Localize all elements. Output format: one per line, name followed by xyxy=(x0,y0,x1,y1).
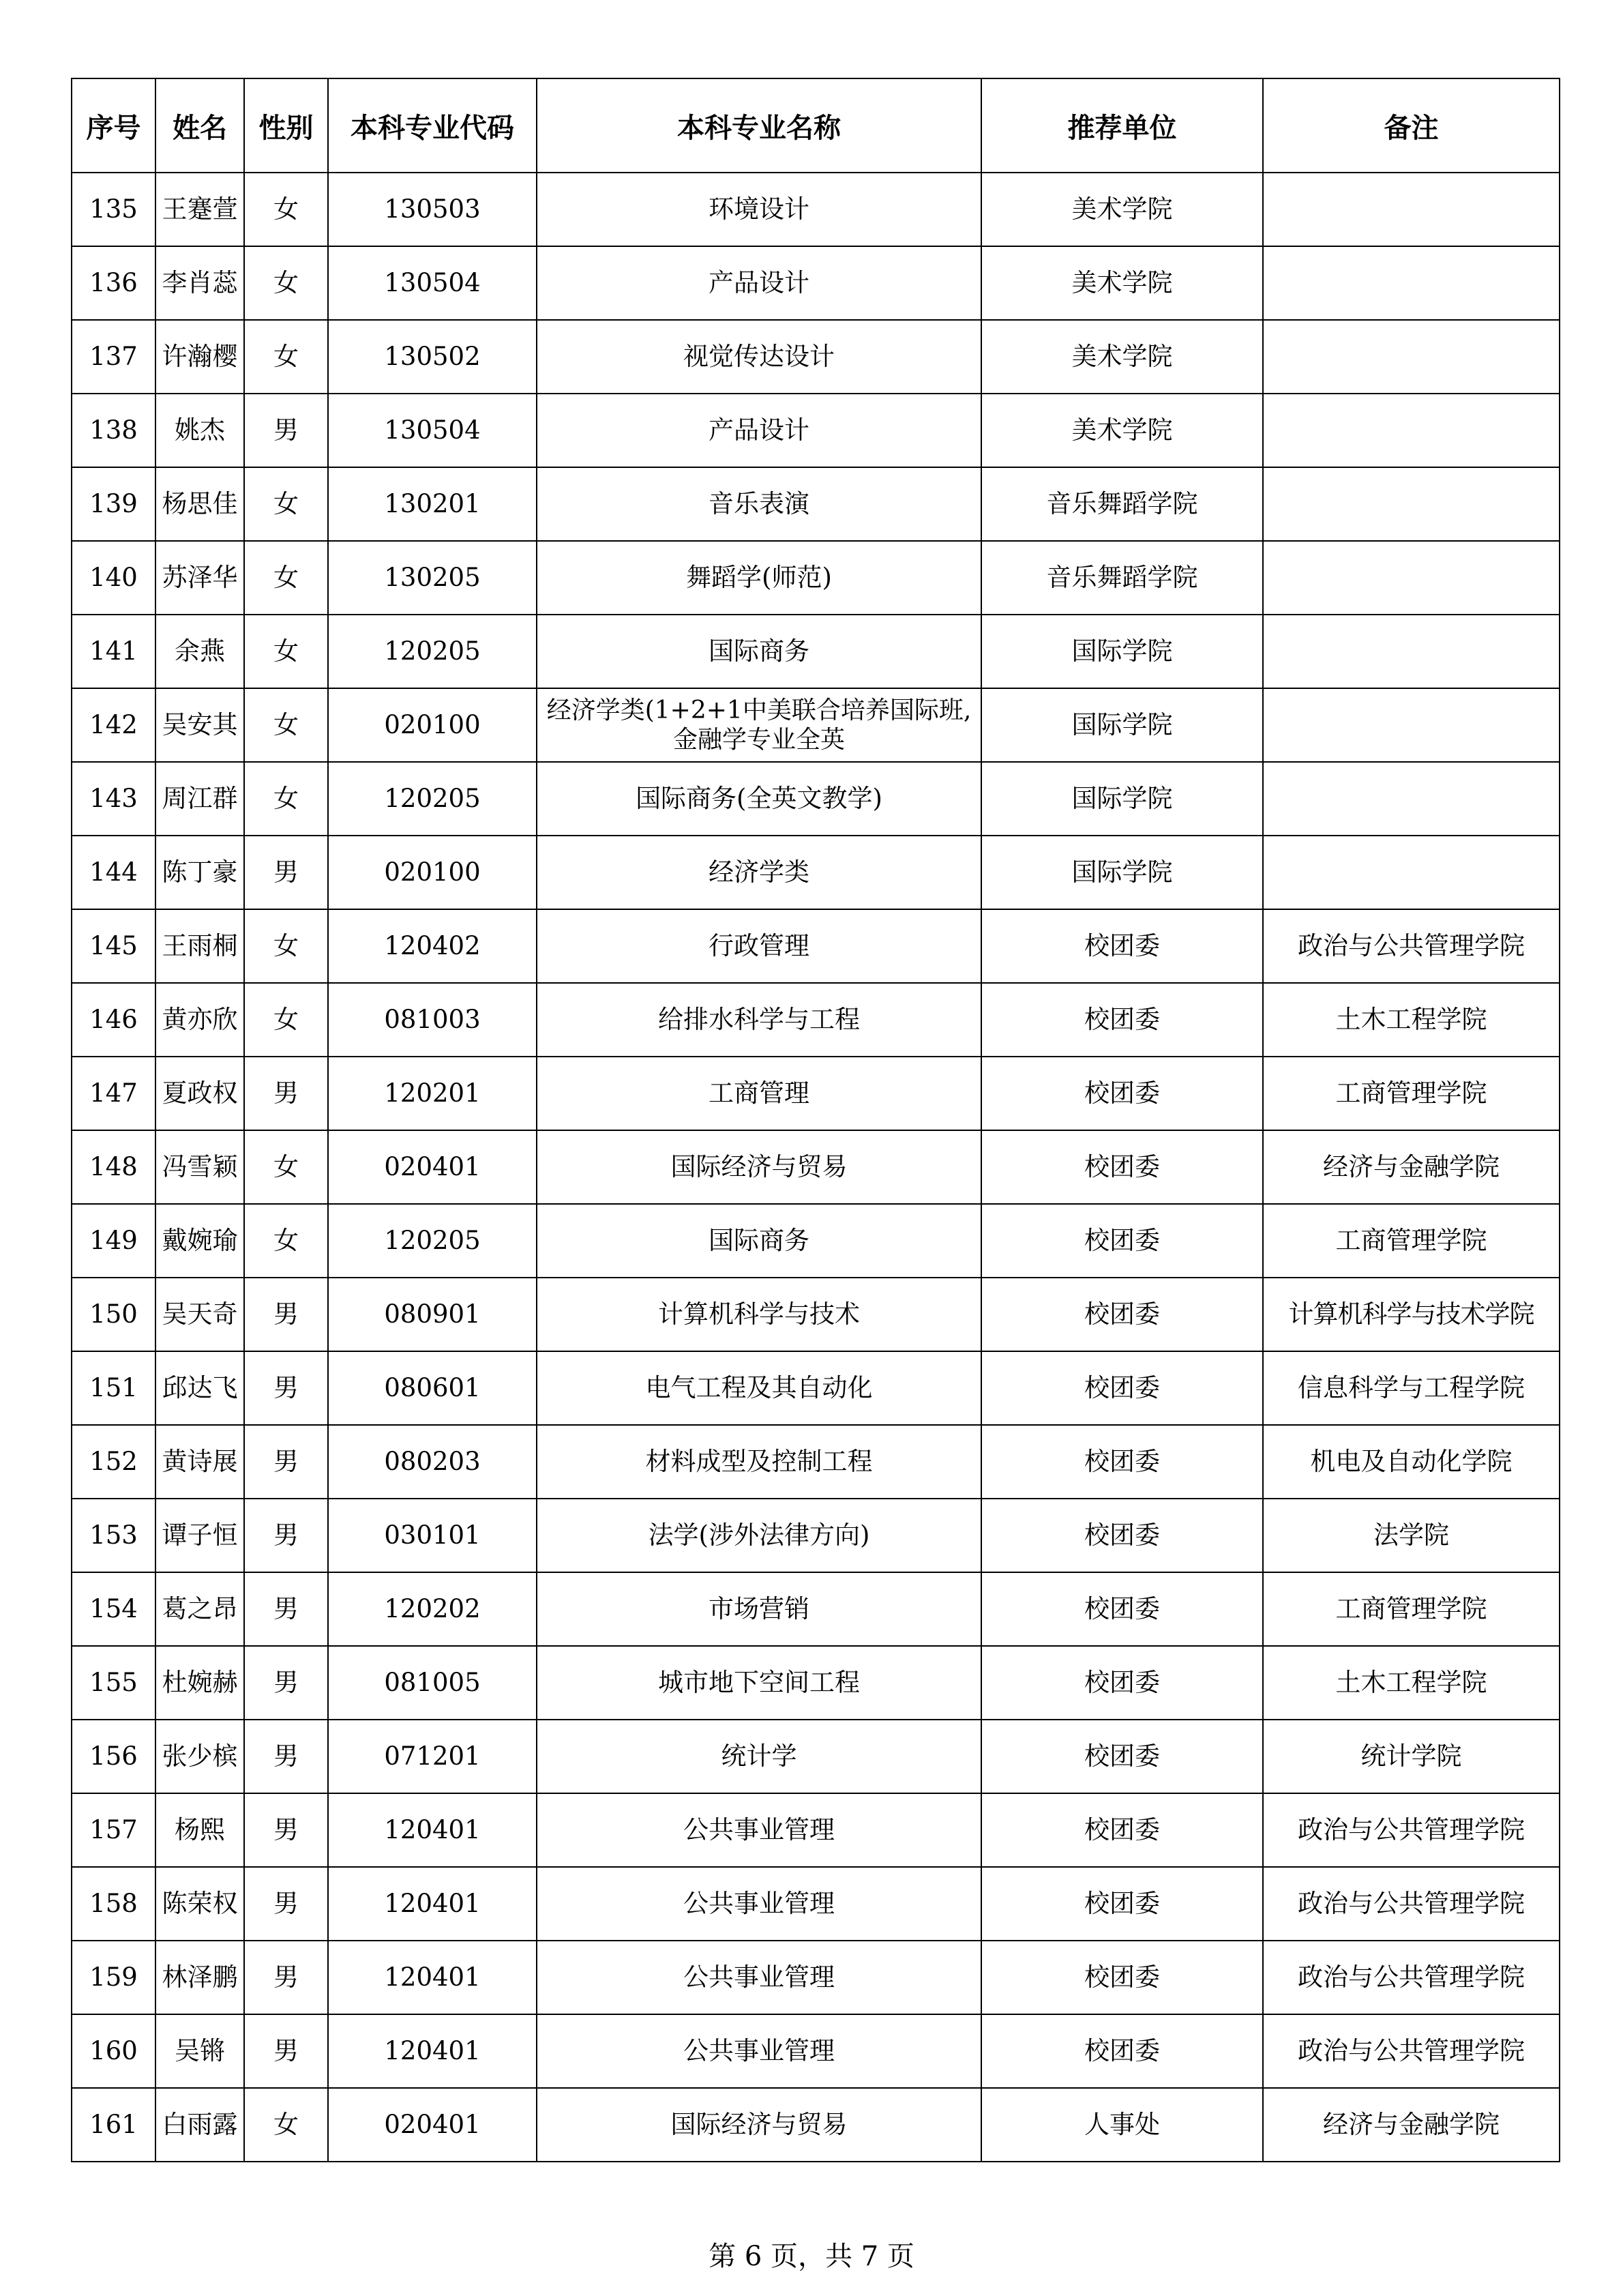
cell-name: 杨熙 xyxy=(155,1793,244,1867)
cell-seq: 141 xyxy=(72,615,155,688)
table-row xyxy=(72,1278,1560,1351)
document-sheet xyxy=(71,78,1559,2162)
table-row xyxy=(72,2088,1560,2162)
cell-gender: 男 xyxy=(244,1351,328,1425)
cell-seq: 149 xyxy=(72,1204,155,1278)
table-row xyxy=(72,1720,1560,1793)
table-row xyxy=(72,1130,1560,1204)
table-row xyxy=(72,1425,1560,1499)
cell-code: 130504 xyxy=(328,246,537,320)
cell-seq: 155 xyxy=(72,1646,155,1720)
cell-major: 公共事业管理 xyxy=(537,1793,981,1867)
table-row xyxy=(72,983,1560,1057)
table-row xyxy=(72,173,1560,246)
cell-remark: 经济与金融学院 xyxy=(1263,1130,1560,1204)
cell-major: 国际商务(全英文教学) xyxy=(537,762,981,836)
cell-remark: 工商管理学院 xyxy=(1263,1204,1560,1278)
cell-gender: 女 xyxy=(244,1130,328,1204)
header-gender: 性别 xyxy=(244,78,328,173)
cell-seq: 154 xyxy=(72,1572,155,1646)
cell-seq: 157 xyxy=(72,1793,155,1867)
cell-name: 苏泽华 xyxy=(155,541,244,615)
cell-name: 姚杰 xyxy=(155,394,244,467)
cell-unit: 校团委 xyxy=(981,2014,1263,2088)
table-row xyxy=(72,1941,1560,2014)
cell-name: 王蹇萱 xyxy=(155,173,244,246)
roster-table xyxy=(71,78,1560,2162)
cell-gender: 女 xyxy=(244,541,328,615)
cell-remark xyxy=(1263,836,1560,909)
cell-gender: 男 xyxy=(244,1278,328,1351)
header-unit: 推荐单位 xyxy=(981,78,1263,173)
cell-name: 黄亦欣 xyxy=(155,983,244,1057)
cell-seq: 139 xyxy=(72,467,155,541)
cell-gender: 女 xyxy=(244,762,328,836)
cell-major: 电气工程及其自动化 xyxy=(537,1351,981,1425)
cell-seq: 153 xyxy=(72,1499,155,1572)
cell-remark: 政治与公共管理学院 xyxy=(1263,1867,1560,1941)
table-row xyxy=(72,688,1560,762)
cell-code: 020100 xyxy=(328,836,537,909)
cell-major: 计算机科学与技术 xyxy=(537,1278,981,1351)
cell-gender: 男 xyxy=(244,394,328,467)
cell-major: 市场营销 xyxy=(537,1572,981,1646)
table-row xyxy=(72,1646,1560,1720)
cell-code: 120205 xyxy=(328,762,537,836)
cell-remark xyxy=(1263,467,1560,541)
cell-gender: 女 xyxy=(244,173,328,246)
cell-remark: 政治与公共管理学院 xyxy=(1263,2014,1560,2088)
cell-major: 统计学 xyxy=(537,1720,981,1793)
cell-seq: 152 xyxy=(72,1425,155,1499)
cell-major: 材料成型及控制工程 xyxy=(537,1425,981,1499)
cell-code: 130205 xyxy=(328,541,537,615)
cell-unit: 美术学院 xyxy=(981,246,1263,320)
cell-code: 080901 xyxy=(328,1278,537,1351)
cell-remark xyxy=(1263,688,1560,762)
cell-seq: 145 xyxy=(72,909,155,983)
table-row xyxy=(72,1867,1560,1941)
header-code: 本科专业代码 xyxy=(328,78,537,173)
cell-unit: 美术学院 xyxy=(981,173,1263,246)
cell-seq: 143 xyxy=(72,762,155,836)
header-seq: 序号 xyxy=(72,78,155,173)
cell-major: 经济学类 xyxy=(537,836,981,909)
cell-major: 国际经济与贸易 xyxy=(537,2088,981,2162)
cell-gender: 男 xyxy=(244,836,328,909)
table-row xyxy=(72,1572,1560,1646)
table-row xyxy=(72,1351,1560,1425)
cell-unit: 校团委 xyxy=(981,1425,1263,1499)
cell-name: 余燕 xyxy=(155,615,244,688)
cell-unit: 校团委 xyxy=(981,1057,1263,1130)
cell-name: 陈荣权 xyxy=(155,1867,244,1941)
cell-name: 吴天奇 xyxy=(155,1278,244,1351)
cell-gender: 女 xyxy=(244,320,328,394)
cell-name: 吴安其 xyxy=(155,688,244,762)
cell-unit: 校团委 xyxy=(981,1499,1263,1572)
cell-name: 杜婉赫 xyxy=(155,1646,244,1720)
cell-seq: 146 xyxy=(72,983,155,1057)
cell-gender: 女 xyxy=(244,909,328,983)
table-row xyxy=(72,320,1560,394)
cell-unit: 美术学院 xyxy=(981,394,1263,467)
cell-code: 120401 xyxy=(328,1941,537,2014)
cell-seq: 160 xyxy=(72,2014,155,2088)
cell-seq: 142 xyxy=(72,688,155,762)
cell-major: 国际经济与贸易 xyxy=(537,1130,981,1204)
cell-name: 白雨露 xyxy=(155,2088,244,2162)
cell-major: 产品设计 xyxy=(537,394,981,467)
cell-unit: 校团委 xyxy=(981,1793,1263,1867)
cell-gender: 女 xyxy=(244,467,328,541)
cell-gender: 女 xyxy=(244,983,328,1057)
table-row xyxy=(72,1204,1560,1278)
cell-remark: 信息科学与工程学院 xyxy=(1263,1351,1560,1425)
cell-unit: 校团委 xyxy=(981,1720,1263,1793)
cell-code: 120205 xyxy=(328,1204,537,1278)
header-name: 姓名 xyxy=(155,78,244,173)
cell-code: 081005 xyxy=(328,1646,537,1720)
cell-unit: 校团委 xyxy=(981,1646,1263,1720)
cell-unit: 人事处 xyxy=(981,2088,1263,2162)
cell-major: 经济学类(1+2+1中美联合培养国际班,金融学专业全英 xyxy=(537,688,981,762)
cell-code: 130503 xyxy=(328,173,537,246)
cell-remark: 经济与金融学院 xyxy=(1263,2088,1560,2162)
cell-code: 020100 xyxy=(328,688,537,762)
cell-gender: 男 xyxy=(244,1867,328,1941)
table-row xyxy=(72,836,1560,909)
cell-major: 音乐表演 xyxy=(537,467,981,541)
cell-major: 国际商务 xyxy=(537,1204,981,1278)
cell-gender: 女 xyxy=(244,688,328,762)
cell-gender: 男 xyxy=(244,1572,328,1646)
cell-remark xyxy=(1263,541,1560,615)
cell-remark: 政治与公共管理学院 xyxy=(1263,1941,1560,2014)
cell-seq: 161 xyxy=(72,2088,155,2162)
table-row xyxy=(72,2014,1560,2088)
header-row xyxy=(72,78,1560,173)
cell-major: 行政管理 xyxy=(537,909,981,983)
cell-gender: 女 xyxy=(244,246,328,320)
cell-remark: 统计学院 xyxy=(1263,1720,1560,1793)
cell-seq: 148 xyxy=(72,1130,155,1204)
cell-seq: 135 xyxy=(72,173,155,246)
cell-code: 020401 xyxy=(328,2088,537,2162)
table-row xyxy=(72,1499,1560,1572)
cell-unit: 校团委 xyxy=(981,983,1263,1057)
cell-major: 公共事业管理 xyxy=(537,2014,981,2088)
cell-seq: 136 xyxy=(72,246,155,320)
table-row xyxy=(72,909,1560,983)
cell-seq: 144 xyxy=(72,836,155,909)
cell-code: 130201 xyxy=(328,467,537,541)
cell-unit: 国际学院 xyxy=(981,762,1263,836)
cell-major: 法学(涉外法律方向) xyxy=(537,1499,981,1572)
cell-remark: 机电及自动化学院 xyxy=(1263,1425,1560,1499)
cell-seq: 137 xyxy=(72,320,155,394)
cell-gender: 男 xyxy=(244,1793,328,1867)
cell-code: 130504 xyxy=(328,394,537,467)
cell-major: 公共事业管理 xyxy=(537,1941,981,2014)
table-row xyxy=(72,762,1560,836)
cell-unit: 校团委 xyxy=(981,909,1263,983)
cell-remark: 工商管理学院 xyxy=(1263,1057,1560,1130)
cell-name: 王雨桐 xyxy=(155,909,244,983)
cell-seq: 150 xyxy=(72,1278,155,1351)
cell-name: 葛之昂 xyxy=(155,1572,244,1646)
cell-major: 公共事业管理 xyxy=(537,1867,981,1941)
cell-name: 周江群 xyxy=(155,762,244,836)
cell-name: 李肖蕊 xyxy=(155,246,244,320)
cell-code: 120401 xyxy=(328,1867,537,1941)
cell-code: 120205 xyxy=(328,615,537,688)
cell-code: 020401 xyxy=(328,1130,537,1204)
header-remark: 备注 xyxy=(1263,78,1560,173)
cell-unit: 校团委 xyxy=(981,1278,1263,1351)
cell-name: 夏政权 xyxy=(155,1057,244,1130)
cell-seq: 159 xyxy=(72,1941,155,2014)
cell-name: 吴锵 xyxy=(155,2014,244,2088)
cell-seq: 147 xyxy=(72,1057,155,1130)
cell-major: 环境设计 xyxy=(537,173,981,246)
cell-unit: 校团委 xyxy=(981,1130,1263,1204)
cell-remark xyxy=(1263,320,1560,394)
cell-name: 张少槟 xyxy=(155,1720,244,1793)
cell-unit: 校团委 xyxy=(981,1204,1263,1278)
cell-gender: 女 xyxy=(244,615,328,688)
cell-gender: 男 xyxy=(244,1499,328,1572)
cell-remark: 土木工程学院 xyxy=(1263,1646,1560,1720)
cell-major: 国际商务 xyxy=(537,615,981,688)
cell-unit: 国际学院 xyxy=(981,836,1263,909)
cell-remark xyxy=(1263,246,1560,320)
cell-name: 邱达飞 xyxy=(155,1351,244,1425)
cell-name: 戴婉瑜 xyxy=(155,1204,244,1278)
cell-remark: 政治与公共管理学院 xyxy=(1263,1793,1560,1867)
cell-major: 工商管理 xyxy=(537,1057,981,1130)
cell-code: 120402 xyxy=(328,909,537,983)
table-row xyxy=(72,246,1560,320)
cell-name: 许瀚樱 xyxy=(155,320,244,394)
cell-remark: 工商管理学院 xyxy=(1263,1572,1560,1646)
cell-unit: 校团委 xyxy=(981,1572,1263,1646)
cell-gender: 男 xyxy=(244,1720,328,1793)
cell-gender: 男 xyxy=(244,1057,328,1130)
cell-unit: 校团委 xyxy=(981,1941,1263,2014)
table-row xyxy=(72,467,1560,541)
cell-code: 030101 xyxy=(328,1499,537,1572)
cell-code: 130502 xyxy=(328,320,537,394)
table-row xyxy=(72,615,1560,688)
cell-unit: 国际学院 xyxy=(981,688,1263,762)
cell-name: 陈丁豪 xyxy=(155,836,244,909)
cell-gender: 男 xyxy=(244,2014,328,2088)
cell-unit: 校团委 xyxy=(981,1867,1263,1941)
cell-seq: 151 xyxy=(72,1351,155,1425)
cell-gender: 女 xyxy=(244,2088,328,2162)
table-row xyxy=(72,394,1560,467)
cell-code: 071201 xyxy=(328,1720,537,1793)
cell-remark xyxy=(1263,615,1560,688)
cell-major: 产品设计 xyxy=(537,246,981,320)
cell-unit: 音乐舞蹈学院 xyxy=(981,467,1263,541)
page-number: 第 6 页，共 7 页 xyxy=(709,2241,914,2272)
cell-code: 120401 xyxy=(328,1793,537,1867)
cell-major: 城市地下空间工程 xyxy=(537,1646,981,1720)
cell-code: 081003 xyxy=(328,983,537,1057)
cell-name: 黄诗展 xyxy=(155,1425,244,1499)
cell-major: 视觉传达设计 xyxy=(537,320,981,394)
cell-code: 080601 xyxy=(328,1351,537,1425)
cell-remark: 法学院 xyxy=(1263,1499,1560,1572)
cell-unit: 国际学院 xyxy=(981,615,1263,688)
cell-name: 谭子恒 xyxy=(155,1499,244,1572)
cell-remark: 土木工程学院 xyxy=(1263,983,1560,1057)
cell-remark xyxy=(1263,173,1560,246)
cell-remark: 政治与公共管理学院 xyxy=(1263,909,1560,983)
cell-gender: 男 xyxy=(244,1425,328,1499)
cell-gender: 男 xyxy=(244,1941,328,2014)
table-row xyxy=(72,1057,1560,1130)
cell-unit: 校团委 xyxy=(981,1351,1263,1425)
cell-name: 林泽鹏 xyxy=(155,1941,244,2014)
cell-major: 舞蹈学(师范) xyxy=(537,541,981,615)
cell-gender: 女 xyxy=(244,1204,328,1278)
cell-seq: 156 xyxy=(72,1720,155,1793)
cell-unit: 美术学院 xyxy=(981,320,1263,394)
cell-remark xyxy=(1263,762,1560,836)
cell-major: 给排水科学与工程 xyxy=(537,983,981,1057)
table-row xyxy=(72,1793,1560,1867)
cell-unit: 音乐舞蹈学院 xyxy=(981,541,1263,615)
cell-code: 120401 xyxy=(328,2014,537,2088)
cell-name: 杨思佳 xyxy=(155,467,244,541)
cell-code: 080203 xyxy=(328,1425,537,1499)
cell-seq: 158 xyxy=(72,1867,155,1941)
header-major: 本科专业名称 xyxy=(537,78,981,173)
cell-gender: 男 xyxy=(244,1646,328,1720)
cell-code: 120202 xyxy=(328,1572,537,1646)
cell-code: 120201 xyxy=(328,1057,537,1130)
cell-seq: 140 xyxy=(72,541,155,615)
cell-remark: 计算机科学与技术学院 xyxy=(1263,1278,1560,1351)
cell-remark xyxy=(1263,394,1560,467)
table-row xyxy=(72,541,1560,615)
cell-name: 冯雪颖 xyxy=(155,1130,244,1204)
cell-seq: 138 xyxy=(72,394,155,467)
